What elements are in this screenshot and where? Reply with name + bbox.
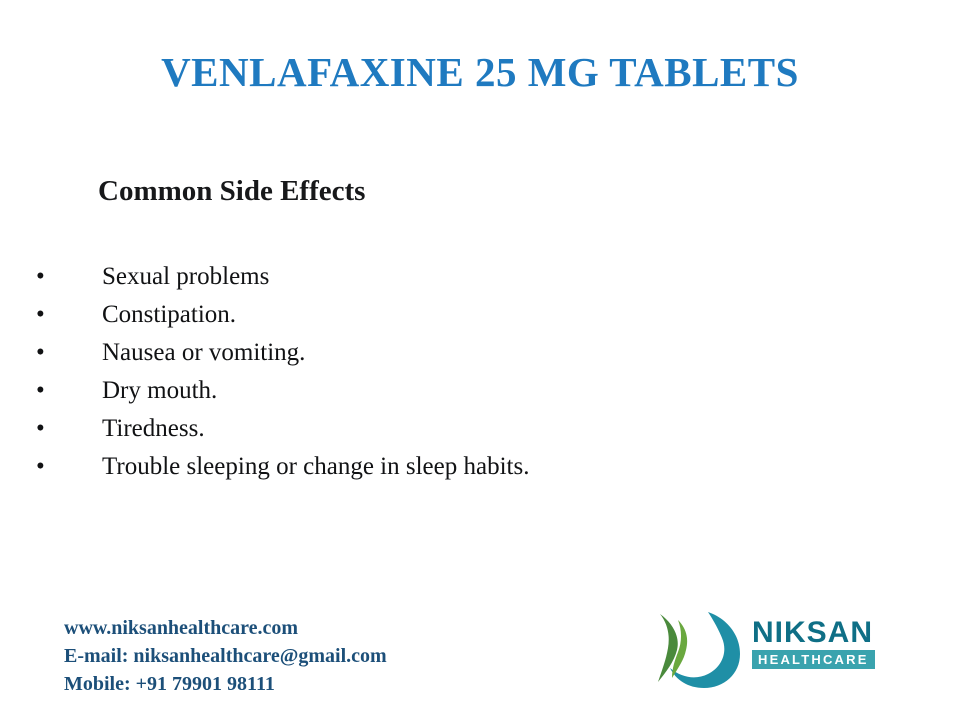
logo-text	[752, 616, 918, 669]
logo-mark-icon	[648, 606, 744, 692]
section-heading: Common Side Effects	[98, 175, 366, 207]
logo-company-subtitle: HEALTHCARE	[752, 650, 875, 669]
company-logo	[648, 606, 918, 692]
footer-email[interactable]: E-mail: niksanhealthcare@gmail.com	[64, 645, 387, 667]
list-item	[36, 334, 896, 372]
list-item-label: Sexual problems	[102, 263, 270, 290]
list-item-label: Trouble sleeping or change in sleep habits.	[102, 453, 530, 480]
side-effects-list	[36, 258, 896, 486]
footer-contact	[64, 614, 387, 698]
list-item	[36, 448, 896, 486]
footer-mobile: Mobile: +91 79901 98111	[64, 673, 275, 695]
list-item	[36, 372, 896, 410]
page-title: VENLAFAXINE 25 MG TABLETS	[161, 49, 799, 95]
bullet-icon: •	[36, 263, 45, 290]
footer-website[interactable]: www.niksanhealthcare.com	[64, 617, 299, 639]
bullet-icon: •	[36, 377, 45, 404]
bullet-icon: •	[36, 301, 45, 328]
list-item-label: Dry mouth.	[102, 377, 218, 404]
list-item-label: Tiredness.	[102, 415, 205, 442]
list-item	[36, 258, 896, 296]
list-item-label: Nausea or vomiting.	[102, 339, 306, 366]
logo-company-name: NIKSAN	[752, 616, 874, 649]
bullet-icon: •	[36, 415, 45, 442]
list-item	[36, 410, 896, 448]
bullet-icon: •	[36, 453, 45, 480]
list-item-label: Constipation.	[102, 301, 237, 328]
list-item	[36, 296, 896, 334]
bullet-icon: •	[36, 339, 45, 366]
